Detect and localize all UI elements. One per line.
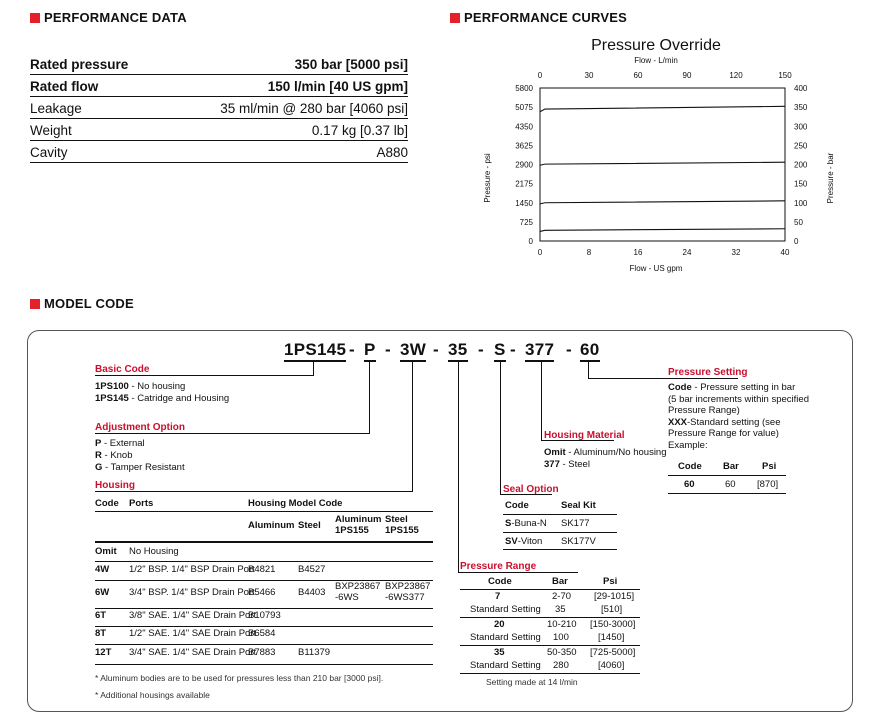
pressure-override-chart bbox=[470, 28, 850, 278]
connector-line bbox=[412, 362, 413, 492]
housing-row: 4W 1/2" BSP. 1/4" BSP Drain Port B4821 B4527 bbox=[95, 564, 326, 575]
rule bbox=[460, 617, 640, 618]
y-left-tick-label: 1450 bbox=[515, 198, 533, 208]
basic-code-list bbox=[95, 381, 229, 405]
perf-value: A880 bbox=[376, 145, 408, 160]
x-top-tick-label: 120 bbox=[729, 71, 743, 80]
basic-code-item: 1PS145 - Catridge and Housing bbox=[95, 393, 230, 404]
connector-line bbox=[541, 362, 542, 441]
perf-label: Weight bbox=[30, 123, 72, 138]
seal-option-title: Seal Option bbox=[503, 484, 559, 495]
connector-line bbox=[95, 433, 370, 434]
perf-label: Rated pressure bbox=[30, 57, 129, 72]
connector-line bbox=[458, 362, 459, 573]
series-line-3 bbox=[540, 201, 785, 204]
connector-line bbox=[95, 491, 413, 492]
y-left-axis-label: Pressure - psi bbox=[483, 153, 492, 203]
chart-title: Pressure Override bbox=[591, 37, 721, 54]
code-dash: - bbox=[478, 340, 484, 359]
housing-row: 8T 1/2" SAE. 1/4" SAE Drain Port B6584 bbox=[95, 628, 276, 639]
perf-value: 35 ml/min @ 280 bar [4060 psi] bbox=[220, 101, 408, 116]
pressure-range-title: Pressure Range bbox=[460, 561, 537, 572]
rule bbox=[460, 589, 640, 590]
code-dash: - bbox=[349, 340, 355, 359]
series-line-4 bbox=[540, 229, 785, 232]
rule bbox=[503, 532, 617, 533]
seal-row: S-Buna-N bbox=[505, 518, 547, 529]
code-part-pressure-setting: 60 bbox=[580, 340, 600, 362]
code-part-pressure-range: 35 bbox=[448, 340, 468, 362]
x-top-tick-label: 150 bbox=[778, 71, 792, 80]
pressure-setting-text: Code - Pressure setting in bar (5 bar increments within specified Pressure Range) XXX-Standard setting (see Pressure Range for value) Example: bbox=[668, 382, 809, 451]
seal-head-kit: Seal Kit bbox=[561, 500, 596, 511]
y-left-tick-label: 3625 bbox=[515, 141, 533, 151]
housing-row: Omit No Housing bbox=[95, 546, 179, 557]
seal-option-table bbox=[503, 497, 617, 549]
housing-note: * Aluminum bodies are to be used for pressures less than 210 bar [3000 psi]. bbox=[95, 673, 384, 683]
housing-material-title: Housing Material bbox=[544, 430, 625, 441]
adjustment-item: G - Tamper Resistant bbox=[95, 462, 185, 473]
perf-label: Rated flow bbox=[30, 79, 99, 94]
seal-head-code: Code bbox=[505, 500, 529, 511]
perf-row bbox=[30, 53, 408, 75]
code-dash: - bbox=[566, 340, 572, 359]
basic-code-item: 1PS100 - No housing bbox=[95, 381, 186, 392]
y-left-tick-label: 5800 bbox=[515, 84, 533, 93]
y-left-tick-label: 0 bbox=[528, 237, 533, 246]
housing-material-list bbox=[544, 447, 667, 471]
perf-value: 0.17 kg [0.37 lb] bbox=[311, 123, 408, 138]
adjustment-option-title: Adjustment Option bbox=[95, 422, 185, 433]
y-right-tick-label: 400 bbox=[794, 84, 808, 93]
x-bottom-tick-label: 0 bbox=[537, 248, 543, 257]
rule bbox=[668, 493, 786, 494]
y-right-tick-label: 250 bbox=[794, 141, 808, 151]
housing-table bbox=[95, 495, 433, 662]
code-part-basic: 1PS145 bbox=[284, 340, 346, 362]
rule bbox=[460, 645, 640, 646]
seal-kit: SK177V bbox=[561, 536, 596, 547]
adjustment-item: P - External bbox=[95, 438, 145, 449]
range-code: 20 bbox=[494, 619, 505, 630]
x-top-tick-label: 30 bbox=[584, 71, 594, 80]
chart-lines bbox=[540, 106, 785, 231]
adjustment-item: R - Knob bbox=[95, 450, 133, 461]
y-right-tick-label: 50 bbox=[794, 217, 803, 227]
y-left-tick-label: 2175 bbox=[515, 179, 533, 189]
code-dash: - bbox=[385, 340, 391, 359]
code-part-seal: S bbox=[494, 340, 506, 362]
x-bottom-tick-label: 40 bbox=[780, 248, 790, 257]
perf-value: 150 l/min [40 US gpm] bbox=[267, 79, 408, 94]
performance-curves-heading bbox=[450, 10, 627, 25]
x-bottom-tick-label: 32 bbox=[731, 248, 741, 257]
perf-row bbox=[30, 141, 408, 163]
plot-frame bbox=[540, 88, 785, 241]
code-dash: - bbox=[433, 340, 439, 359]
code-part-housing-material: 377 bbox=[525, 340, 554, 362]
red-square-icon bbox=[450, 13, 460, 23]
perf-value: 350 bar [5000 psi] bbox=[294, 57, 408, 72]
rule bbox=[95, 664, 433, 665]
pressure-setting-title: Pressure Setting bbox=[668, 367, 748, 378]
performance-curves-title: PERFORMANCE CURVES bbox=[464, 10, 627, 25]
model-code-heading bbox=[30, 296, 134, 311]
x-top-tick-label: 90 bbox=[682, 71, 692, 80]
x-bottom-tick-label: 8 bbox=[586, 248, 592, 257]
perf-row bbox=[30, 119, 408, 141]
y-right-tick-label: 300 bbox=[794, 122, 808, 132]
housing-material-item: 377 - Steel bbox=[544, 459, 590, 470]
model-code-title: MODEL CODE bbox=[44, 296, 134, 311]
connector-line bbox=[313, 362, 314, 376]
connector-line bbox=[369, 362, 370, 434]
housing-title: Housing bbox=[95, 480, 135, 491]
rule bbox=[503, 549, 617, 550]
rule bbox=[460, 673, 640, 674]
housing-row: 12T 3/4" SAE. 1/4" SAE Drain Port B7883 B11379 bbox=[95, 647, 331, 658]
housing-row: 6T 3/8" SAE. 1/4" SAE Drain Port B10793 bbox=[95, 610, 281, 621]
y-right-tick-label: 100 bbox=[794, 198, 808, 208]
housing-note: * Additional housings available bbox=[95, 690, 210, 700]
y-left-tick-label: 5075 bbox=[515, 103, 533, 113]
x-top-tick-label: 0 bbox=[537, 71, 543, 80]
pressure-setting-example: Code Bar Psi 60 60 [870] bbox=[668, 458, 786, 494]
housing-table-head: Code Ports Housing Model Code bbox=[95, 498, 343, 509]
x-bottom-tick-label: 24 bbox=[682, 248, 692, 257]
adjustment-option-list bbox=[95, 438, 185, 474]
y-left-tick-label: 2900 bbox=[515, 160, 533, 170]
y-right-axis-label: Pressure - bar bbox=[826, 152, 835, 204]
basic-code-title: Basic Code bbox=[95, 364, 150, 375]
rule bbox=[503, 514, 617, 515]
range-code: 35 bbox=[494, 647, 505, 658]
red-square-icon bbox=[30, 299, 40, 309]
perf-row bbox=[30, 97, 408, 119]
code-part-housing: 3W bbox=[400, 340, 426, 362]
housing-row: 6W 3/4" BSP. 1/4" BSP Drain Port B5466 B4403 BXP23867-6WS BXP23867-6WS377 bbox=[95, 581, 431, 603]
y-right-tick-label: 0 bbox=[794, 237, 799, 246]
pressure-range-note: Setting made at 14 l/min bbox=[486, 677, 578, 687]
seal-kit: SK177 bbox=[561, 518, 590, 529]
series-line-2 bbox=[540, 162, 785, 165]
x-top-tick-label: 60 bbox=[633, 71, 643, 80]
housing-material-item: Omit - Aluminum/No housing bbox=[544, 447, 667, 458]
rule bbox=[668, 475, 786, 476]
y-right-tick-label: 200 bbox=[794, 160, 808, 170]
x-top-axis-label: Flow - L/min bbox=[634, 56, 678, 65]
connector-line bbox=[588, 362, 589, 379]
x-bottom-tick-label: 16 bbox=[633, 248, 643, 257]
housing-table-subhead: Aluminum Steel Aluminum 1PS155 Steel 1PS155 bbox=[248, 514, 419, 536]
connector-line bbox=[458, 572, 578, 573]
seal-row: SV-Viton bbox=[505, 536, 543, 547]
y-right-tick-label: 150 bbox=[794, 179, 808, 189]
y-left-tick-label: 725 bbox=[519, 217, 533, 227]
code-dash: - bbox=[510, 340, 516, 359]
y-left-tick-label: 4350 bbox=[515, 122, 533, 132]
connector-line bbox=[588, 378, 738, 379]
range-code: 7 bbox=[495, 591, 501, 602]
perf-label: Cavity bbox=[30, 145, 68, 160]
performance-data-heading bbox=[30, 10, 187, 25]
connector-line bbox=[500, 362, 501, 495]
red-square-icon bbox=[30, 13, 40, 23]
perf-label: Leakage bbox=[30, 101, 82, 116]
code-part-adjustment: P bbox=[364, 340, 376, 362]
x-bottom-axis-label: Flow - US gpm bbox=[629, 264, 683, 273]
y-right-tick-label: 350 bbox=[794, 103, 808, 113]
connector-line bbox=[95, 375, 314, 376]
series-line-1 bbox=[540, 106, 785, 111]
perf-row bbox=[30, 75, 408, 97]
performance-data-title: PERFORMANCE DATA bbox=[44, 10, 187, 25]
